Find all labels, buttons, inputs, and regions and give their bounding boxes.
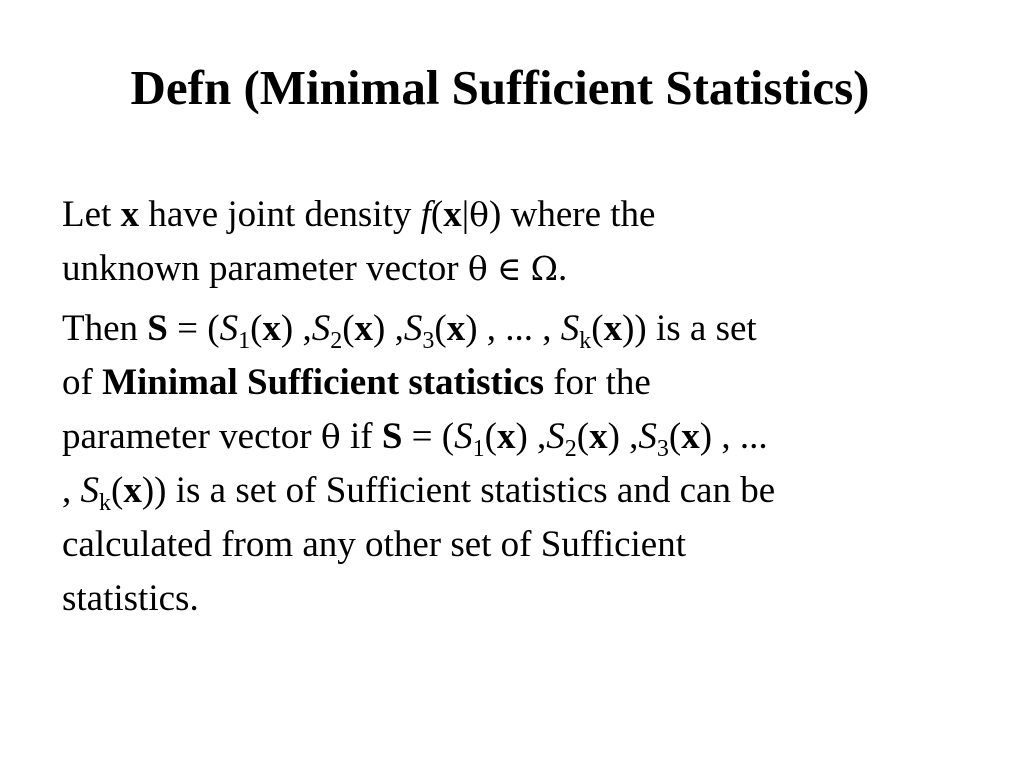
text-run: )) is a set of Sufficient statistics and can be bbox=[141, 470, 776, 511]
text-run: statistics. bbox=[62, 578, 199, 619]
statistic-S: S bbox=[560, 308, 580, 349]
defined-term: Minimal Sufficient statistics bbox=[102, 362, 544, 403]
statistic-S: S bbox=[638, 416, 657, 457]
text-run bbox=[488, 248, 497, 289]
subscript: 2 bbox=[330, 328, 343, 354]
vector-S: S bbox=[147, 308, 168, 349]
text-run: ) , bbox=[373, 308, 404, 349]
text-run: if bbox=[340, 416, 382, 457]
statistic-S: S bbox=[80, 470, 99, 511]
text-run: ) , bbox=[515, 416, 547, 457]
subscript: 3 bbox=[656, 436, 669, 462]
text-run: ( bbox=[250, 308, 263, 349]
text-line bbox=[62, 518, 962, 572]
bar-symbol: | bbox=[461, 194, 470, 235]
statistic-S: S bbox=[403, 308, 423, 349]
theta-symbol: θ bbox=[469, 195, 490, 234]
text-line bbox=[62, 242, 962, 296]
subscript: k bbox=[99, 490, 111, 516]
text-run: ( bbox=[430, 194, 444, 235]
paragraph-definition bbox=[62, 302, 962, 626]
text-run: ( bbox=[434, 308, 447, 349]
text-run: ( bbox=[111, 470, 124, 511]
text-run: )) is a set bbox=[622, 308, 757, 349]
paragraph-definition-setup bbox=[62, 188, 962, 296]
element-of-symbol: ∈ bbox=[496, 249, 522, 288]
text-line bbox=[62, 464, 962, 518]
vector-x: x bbox=[589, 416, 608, 457]
vector-x: x bbox=[681, 416, 700, 457]
slide-body bbox=[62, 188, 962, 626]
function-f: f bbox=[420, 194, 431, 235]
text-line bbox=[62, 572, 962, 626]
text-run: Let bbox=[62, 194, 121, 235]
text-run: ) , bbox=[280, 308, 312, 349]
text-run: for the bbox=[543, 362, 651, 403]
vector-x: x bbox=[603, 308, 623, 349]
text-run: ( bbox=[484, 416, 497, 457]
vector-x: x bbox=[123, 470, 142, 511]
text-run: Then bbox=[62, 308, 148, 349]
text-run: ( bbox=[668, 416, 682, 457]
text-run bbox=[521, 248, 530, 289]
vector-x: x bbox=[354, 308, 374, 349]
text-run: = ( bbox=[402, 416, 455, 457]
subscript: k bbox=[579, 328, 592, 354]
text-run: ) , ... bbox=[699, 416, 768, 457]
vector-x: x bbox=[262, 308, 281, 349]
text-run: ) where the bbox=[489, 194, 656, 235]
subscript: 3 bbox=[422, 328, 435, 354]
text-run: ( bbox=[591, 308, 604, 349]
text-run: calculated from any other set of Sufficient bbox=[62, 524, 686, 565]
text-line bbox=[62, 188, 962, 242]
vector-x: x bbox=[120, 194, 140, 235]
text-line bbox=[62, 356, 962, 410]
statistic-S: S bbox=[454, 416, 473, 457]
text-run: = ( bbox=[167, 308, 220, 349]
text-run: ( bbox=[576, 416, 590, 457]
vector-S: S bbox=[381, 416, 403, 457]
text-line bbox=[62, 410, 962, 464]
subscript: 2 bbox=[564, 436, 577, 462]
text-run: ) , ... , bbox=[465, 308, 561, 349]
text-run: ( bbox=[342, 308, 355, 349]
text-run: have joint density bbox=[139, 194, 421, 235]
omega-symbol: Ω bbox=[530, 249, 558, 288]
vector-x: x bbox=[446, 308, 466, 349]
vector-x: x bbox=[496, 416, 516, 457]
vector-x: x bbox=[443, 194, 462, 235]
text-run: parameter vector bbox=[62, 416, 321, 457]
subscript: 1 bbox=[238, 328, 251, 354]
theta-symbol: θ bbox=[467, 249, 488, 288]
text-line bbox=[62, 302, 962, 356]
statistic-S: S bbox=[219, 308, 239, 349]
statistic-S: S bbox=[546, 416, 565, 457]
statistic-S: S bbox=[311, 308, 331, 349]
theta-symbol: θ bbox=[320, 417, 341, 456]
slide-title: Defn (Minimal Sufficient Statistics) bbox=[130, 60, 870, 115]
text-run: , bbox=[62, 470, 81, 511]
text-run: ) , bbox=[607, 416, 639, 457]
text-run: . bbox=[558, 248, 568, 289]
subscript: 1 bbox=[472, 436, 485, 462]
text-run: of bbox=[62, 362, 103, 403]
text-run: unknown parameter vector bbox=[62, 248, 468, 289]
